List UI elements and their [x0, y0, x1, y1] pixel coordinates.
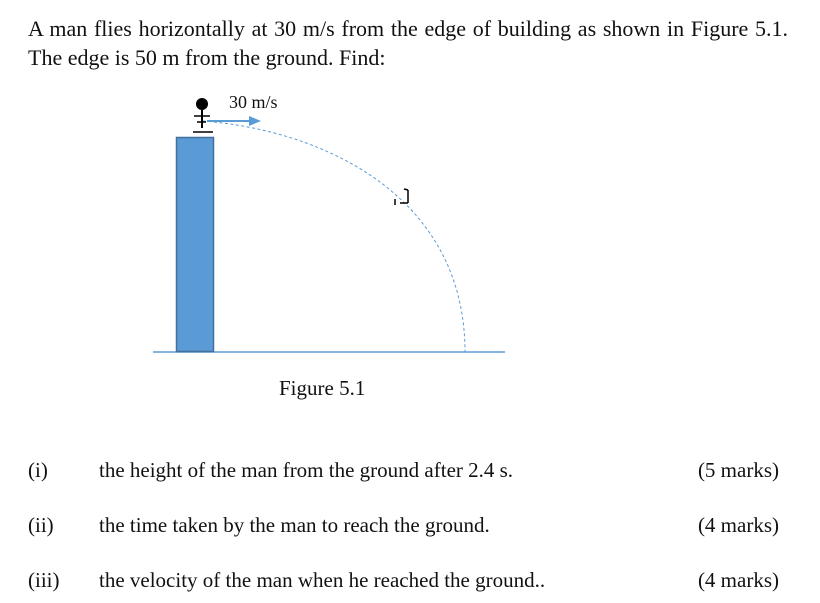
question-text: the height of the man from the ground after 2.4 s. — [99, 458, 514, 482]
question-number: (i) — [28, 458, 48, 482]
question-number: (iii) — [28, 568, 60, 592]
velocity-label: 30 m/s — [229, 92, 278, 112]
question-item — [0, 510, 820, 540]
question-text: the velocity of the man when he reached the ground.. — [99, 568, 546, 592]
question-item — [0, 565, 820, 595]
velocity-arrow — [207, 116, 261, 126]
figure-caption: Figure 5.1 — [279, 376, 366, 400]
question-item — [0, 455, 820, 485]
question-marks: (4 marks) — [697, 568, 779, 592]
question-marks: (4 marks) — [697, 513, 779, 537]
problem-statement: A man flies horizontally at 30 m/s from the edge of building as shown in Figure 5.1. The edge is 50 m from the ground. Find: — [28, 16, 788, 70]
trajectory-path — [203, 121, 465, 352]
building — [177, 138, 214, 352]
question-text: the time taken by the man to reach the ground. — [99, 513, 490, 537]
question-number: (ii) — [28, 513, 54, 537]
question-marks: (5 marks) — [697, 458, 779, 482]
falling-man-icon — [395, 189, 408, 205]
stick-man-icon — [193, 98, 213, 132]
